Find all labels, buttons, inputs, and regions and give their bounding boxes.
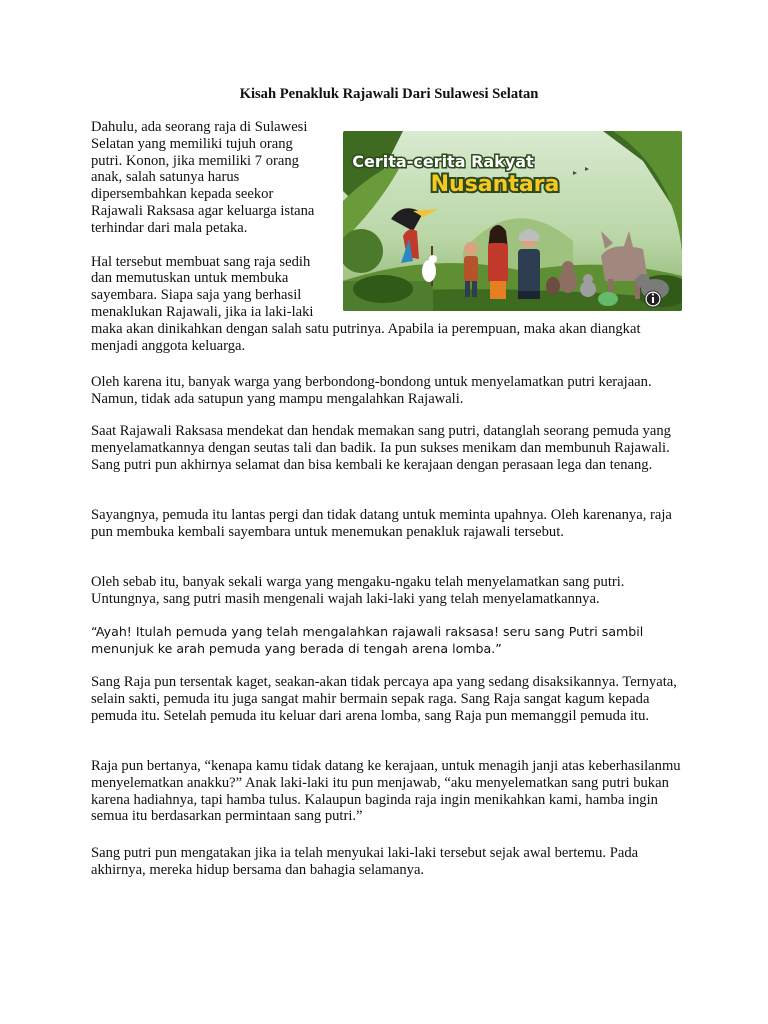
paragraph: Dahulu, ada seorang raja di Sulawesi Selatan yang memiliki tujuh orang putri. Konon, jika memiliki 7 orang anak, salah satunya harus dipersembahkan kepada seekor Rajawali Raksasa agar keluarga istana terhindar dari mala petaka. <box>91 119 315 236</box>
paragraph: Saat Rajawali Raksasa mendekat dan hendak memakan sang putri, datanglah seorang pemuda yang menyelamatkannya dengan seutas tali dan badik. Ia pun sukses menikam dan membunuh Rajawali. Sang putri pun akhirnya selamat dan bisa kembali ke kerajaan dengan perasaan lega dan tenang. <box>91 423 671 473</box>
paragraph: Raja pun bertanya, “kenapa kamu tidak datang ke kerajaan, untuk menagih janji atas keberhasilanmu menyelematkan anakku?” Anak laki-laki itu pun menjawab, “aku menyelematkan sang putri bukan karena hadiahnya, tapi hamba tulus. Kalaupun baginda raja ingin menikahkan kami, hamba ingin semua itu berdasarkan permintaan sang putri.” <box>91 758 681 825</box>
info-icon[interactable] <box>645 291 661 307</box>
paragraph: maka akan dinikahkan dengan salah satu putrinya. Apabila ia perempuan, maka akan diangkat menjadi anggota keluarga. <box>91 320 641 354</box>
story-illustration <box>343 131 682 311</box>
paragraph: Sang putri pun mengatakan jika ia telah menyukai laki-laki tersebut sejak awal bertemu. Pada akhirnya, mereka hidup bersama dan bahagia selamanya. <box>91 845 639 878</box>
paragraph: Sayangnya, pemuda itu lantas pergi dan tidak datang untuk meminta upahnya. Oleh karenanya, raja pun membuka kembali sayembara untuk menemukan penakluk rajawali tersebut. <box>91 507 672 540</box>
paragraph: “Ayah! Itulah pemuda yang telah mengalahkan rajawali raksasa! seru sang Putri sambil menunjuk ke arah pemuda yang berada di tengah arena lomba.” <box>91 624 644 656</box>
document-title: Kisah Penakluk Rajawali Dari Sulawesi Selatan <box>239 86 539 102</box>
paragraph: Sang Raja pun tersentak kaget, seakan-akan tidak percaya apa yang sedang disaksikannya. Ternyata, selain sakti, pemuda itu juga sangat mahir bermain sepak raga. Sang Raja sangat kagum kepada pemuda itu. Setelah pemuda itu keluar dari arena lomba, sang Raja pun memanggil pemuda itu. <box>91 674 677 724</box>
paragraph: Hal tersebut membuat sang raja sedih dan memutuskan untuk membuka sayembara. Siapa saja yang berhasil menaklukan Rajawali, jika ia laki-laki <box>91 253 314 320</box>
paragraph: Oleh sebab itu, banyak sekali warga yang mengaku-ngaku telah menyelamatkan sang putri. Untungnya, sang putri masih mengenali wajah laki-laki yang telah menyelamatkannya. <box>91 574 625 607</box>
illustration-title-line2: Nusantara <box>430 172 560 197</box>
illustration-title-line1: Cerita-cerita Rakyat <box>352 152 534 171</box>
document-page <box>91 0 687 1024</box>
paragraph: Oleh karena itu, banyak warga yang berbondong-bondong untuk menyelamatkan putri kerajaan. Namun, tidak ada satupun yang mampu mengalahkan Rajawali. <box>91 374 652 407</box>
